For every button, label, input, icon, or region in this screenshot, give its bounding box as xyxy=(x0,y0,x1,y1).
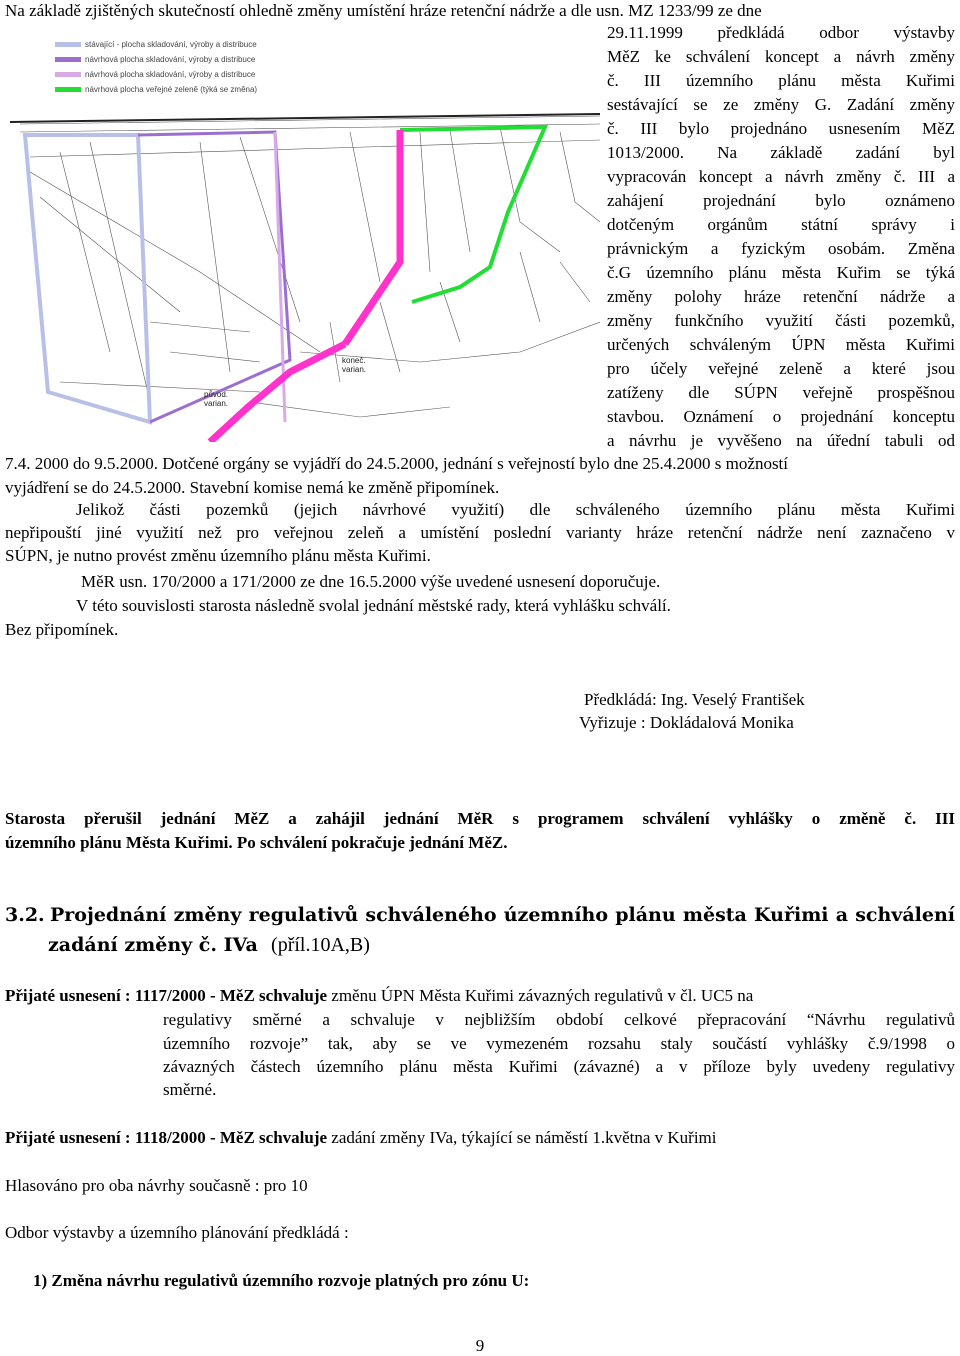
legend-swatch-3 xyxy=(55,72,81,77)
legend-label-3: návrhová plocha skladování, výroby a distribuce xyxy=(85,70,256,79)
item-1: 1) Změna návrhu regulativů územního rozvoje platných pro zónu U: xyxy=(33,1271,530,1290)
text-line: Jelikož části pozemků (jejich návrhové využití) dle schváleného územního plánu města Kuřimi xyxy=(76,500,955,519)
text-line: SÚPN, je nutno provést změnu územního plánu města Kuřimi. xyxy=(5,546,431,565)
right-line: zahájení projednání bylo oznámeno xyxy=(607,191,955,210)
resolution-1-text: změnu ÚPN Města Kuřimi závazných regulativů v čl. UC5 na xyxy=(327,986,754,1005)
text-line: nepřipouští jiné využití než pro veřejnou zeleň a umístění poslední varianty hráze retenční nádrže není zaznačeno v xyxy=(5,523,955,542)
intro-line: Na základě zjištěných skutečností ohledně změny umístění hráze retenční nádrže a dle usn. MZ 1233/99 ze dne xyxy=(5,1,762,20)
legend-swatch-2 xyxy=(55,57,81,62)
right-line: změny polohy hráze retenční nádrže a xyxy=(607,287,955,306)
right-line: č. III bylo projednáno usnesením MěZ xyxy=(607,119,955,138)
handler: Vyřizuje : Dokládalová Monika xyxy=(579,713,794,732)
right-line: právnickým a fyzickým osobám. Změna xyxy=(607,239,955,258)
department-line: Odbor výstavby a územního plánování předkládá : xyxy=(5,1223,349,1242)
section-title-line2 xyxy=(48,934,955,956)
label-final-1: koneč. xyxy=(342,356,366,365)
text-line: 7.4. 2000 do 9.5.2000. Dotčené orgány se vyjádří do 24.5.2000, jednání s veřejností bylo dne 25.4.2000 s možností xyxy=(5,454,789,473)
area-proposed xyxy=(138,132,290,422)
legend-label-4: návrhová plocha veřejné zeleně (týká se změna) xyxy=(85,85,258,94)
right-line: a návrhu je vyvěšeno na úřední tabuli od xyxy=(607,431,955,450)
resolution-1-label: Přijaté usnesení : 1117/2000 - MěZ schvaluje xyxy=(5,986,328,1005)
presenter: Předkládá: Ing. Veselý František xyxy=(584,690,805,709)
right-line: stavbou. Oznámení o projednání konceptu xyxy=(607,407,955,426)
right-line: vypracován koncept a návrh změny č. III a xyxy=(607,167,955,186)
vote-line: Hlasováno pro oba návrhy současně : pro 10 xyxy=(5,1176,308,1195)
no-comments: Bez připomínek. xyxy=(5,620,119,639)
map-figure xyxy=(0,22,600,442)
bold-paragraph-line: Starosta přerušil jednání MěZ a zahájil jednání MěR s programem schválení vyhlášky o změně č. III xyxy=(5,809,955,828)
section-number: 3.2. xyxy=(5,904,45,926)
resolution-2-text: zadání změny IVa, týkající se náměstí 1.května v Kuřimi xyxy=(327,1128,717,1147)
section-title: Projednání změny regulativů schváleného územního plánu města Kuřimi a schválení xyxy=(50,904,955,926)
page-number: 9 xyxy=(475,1336,485,1355)
right-line: pro účely veřejné zeleně a které jsou xyxy=(607,359,955,378)
resolution-1-line: územního rozvoje” tak, aby se ve vymezeném rozsahu staly součástí vyhlášky č.9/1998 o xyxy=(163,1034,955,1053)
map-legend xyxy=(55,40,257,94)
resolution-1 xyxy=(5,985,955,1007)
label-final-2: varian. xyxy=(342,365,367,374)
legend-swatch-1 xyxy=(55,42,81,47)
legend-swatch-4 xyxy=(55,87,81,92)
resolution-2 xyxy=(5,1127,955,1149)
section-title-2: zadání změny č. IVa xyxy=(48,934,258,956)
mayor-line: V této souvislosti starosta následně svolal jednání městské rady, která vyhlášku schválí. xyxy=(76,596,671,615)
legend-label-1: stávající - plocha skladování, výroby a distribuce xyxy=(85,40,257,49)
resolution-1-line: směrné. xyxy=(163,1080,217,1099)
right-line: změny funkčního využití části pozemků, xyxy=(607,311,955,330)
label-orig-2: varian. xyxy=(204,399,229,408)
text-line: vyjádření se do 24.5.2000. Stavební komise nemá ke změně připomínek. xyxy=(5,478,500,497)
cadastral-lines xyxy=(20,116,600,417)
right-line: 1013/2000. Na základě zadání byl xyxy=(607,143,955,162)
legend-label-2: návrhová plocha skladování, výroby a distribuce xyxy=(85,55,256,64)
resolution-2-label: Přijaté usnesení : 1118/2000 - MěZ schvaluje xyxy=(5,1128,328,1147)
bold-paragraph-line: územního plánu Města Kuřimi. Po schválení pokračuje jednání MěZ. xyxy=(5,833,508,852)
right-line: sestávající se ze změny G. Zadání změny xyxy=(607,95,955,114)
right-line: č.G územního plánu města Kuřim se týká xyxy=(607,263,955,282)
right-line: MěZ ke schválení koncept a návrh změny xyxy=(607,47,955,66)
right-line: 29.11.1999 předkládá odbor výstavby xyxy=(607,23,955,42)
resolution-1-line: závazných částech územního plánu města Kuřimi (závazné) a v příloze byly uvedeny regulativy xyxy=(163,1057,955,1076)
right-line: dotčeným orgánům státní správy i xyxy=(607,215,955,234)
right-line: č. III územního plánu města Kuřimi xyxy=(607,71,955,90)
dam-final xyxy=(345,130,400,344)
resolution-1-line: regulativy směrné a schvaluje v nejbližším období celkové přepracování “Návrhu regulativů xyxy=(163,1010,955,1029)
section-title-ref: (příl.10A,B) xyxy=(271,934,370,956)
right-line: zatíženy dle SÚPN veřejně prospěšnou xyxy=(607,383,955,402)
area-existing xyxy=(25,135,150,422)
right-line: určených schváleným ÚPN města Kuřimi xyxy=(607,335,955,354)
label-orig-1: původ. xyxy=(204,390,229,399)
road-line xyxy=(10,114,600,122)
council-recommendation: MěR usn. 170/2000 a 171/2000 ze dne 16.5.2000 výše uvedené usnesení doporučuje. xyxy=(81,572,661,591)
